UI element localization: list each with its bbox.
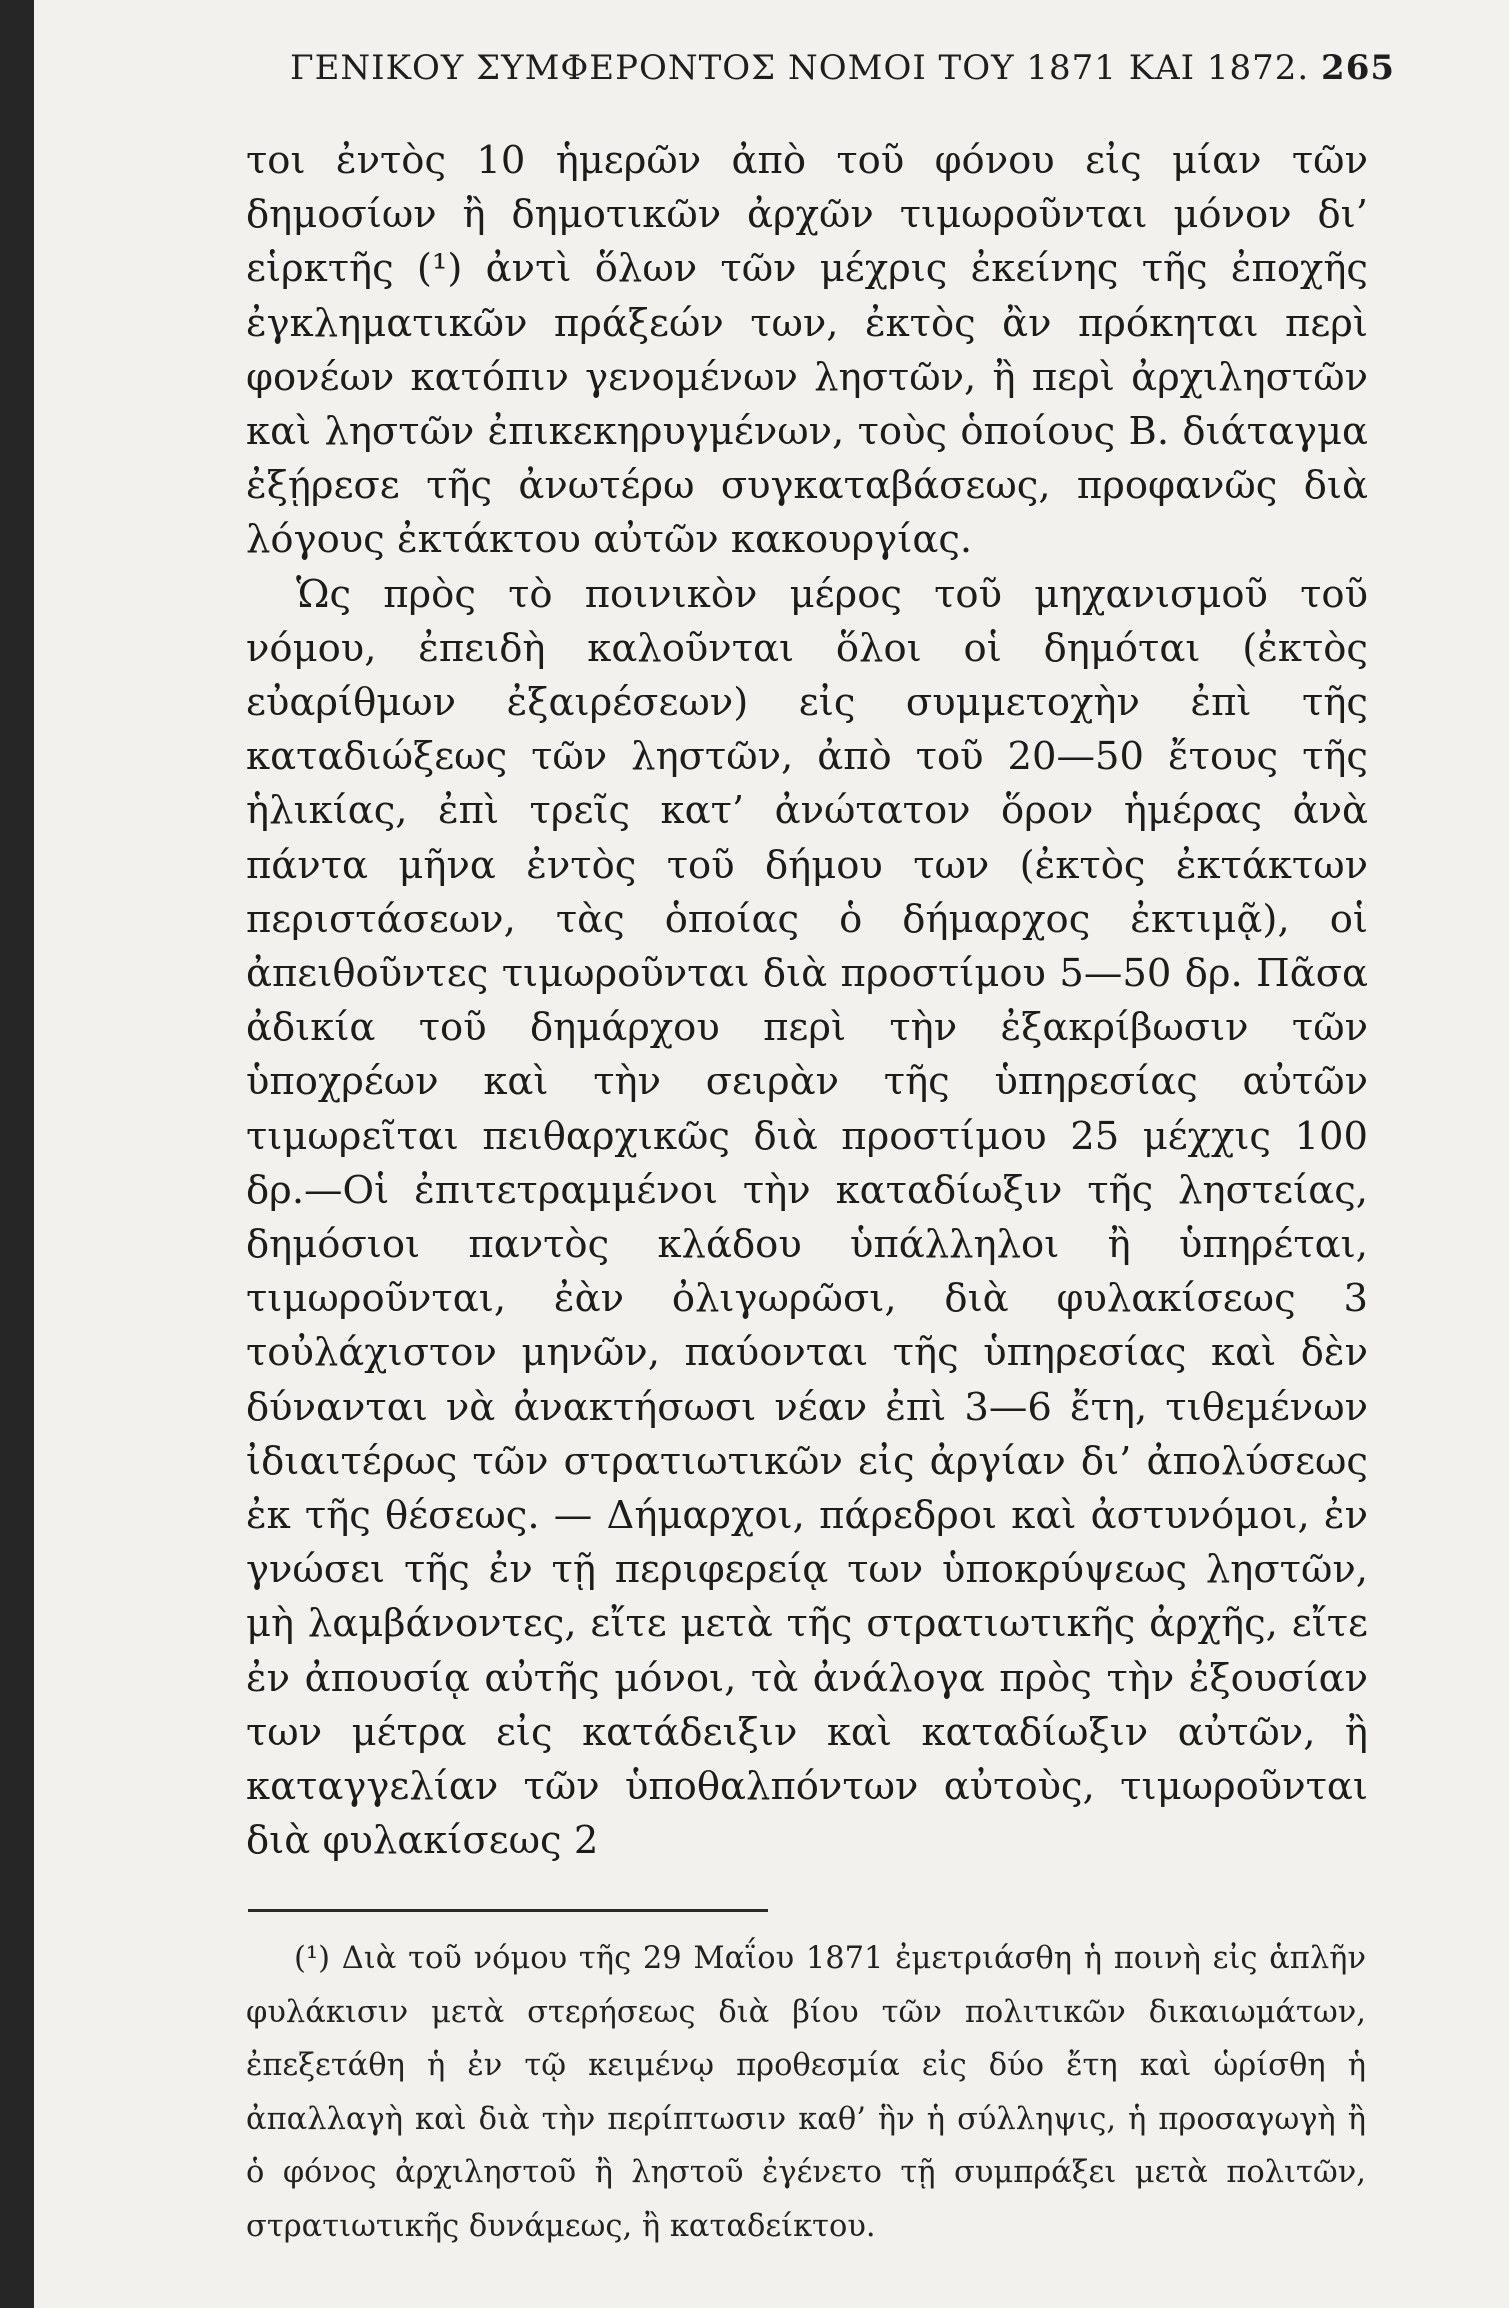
book-binding-edge xyxy=(0,0,34,2308)
footnote xyxy=(246,1932,1366,2254)
running-title: ΓΕΝΙΚΟΥ ΣΥΜΦΕΡΟΝΤΟΣ ΝΟΜΟΙ ΤΟΥ 1871 ΚΑΙ 1872. xyxy=(290,48,1310,88)
footnote-text: (¹) Διὰ τοῦ νόμου τῆς 29 Μαΐου 1871 ἐμετριάσθη ἡ ποινὴ εἰς ἁπλῆν φυλάκισιν μετὰ στερήσεως διὰ βίου τῶν πολιτικῶν δικαιωμάτων, ἐπεξετάθη ἡ ἐν τῷ κειμένῳ προθεσμία εἰς δύο ἔτη καὶ ὡρίσθη ἡ ἀπαλλαγὴ καὶ διὰ τὴν περίπτωσιν καθ’ ἣν ἡ σύλληψις, ἡ προσαγωγὴ ἢ ὁ φόνος ἀρχιληστοῦ ἢ ληστοῦ ἐγένετο τῇ συμπράξει μετὰ πολιτῶν, στρατιωτικῆς δυνάμεως, ἢ καταδείκτου. xyxy=(246,1941,1366,2244)
footnote-separator xyxy=(248,1909,768,1912)
main-text xyxy=(246,134,1368,1869)
paragraph-continued: τοι ἐντὸς 10 ἡμερῶν ἀπὸ τοῦ φόνου εἰς μίαν τῶν δημοσίων ἢ δημοτικῶν ἀρχῶν τιμωροῦνται μόνον δι’ εἱρκτῆς (¹) ἀντὶ ὅλων τῶν μέχρις ἐκείνης τῆς ἐποχῆς ἐγκληματικῶν πράξεών των, ἐκτὸς ἂν πρόκηται περὶ φονέων κατόπιν γενομένων ληστῶν, ἢ περὶ ἀρχιληστῶν καὶ ληστῶν ἐπικεκηρυγμένων, τοὺς ὁποίους Β. διάταγμα ἐξῄρεσε τῆς ἀνωτέρω συγκαταβάσεως, προφανῶς διὰ λόγους ἐκτάκτου αὐτῶν κακουργίας. xyxy=(246,138,1368,563)
paragraph-penal-provisions: Ὡς πρὸς τὸ ποινικὸν μέρος τοῦ μηχανισμοῦ τοῦ νόμου, ἐπειδὴ καλοῦνται ὅλοι οἱ δημόται (ἐκτὸς εὐαρίθμων ἐξαιρέσεων) εἰς συμμετοχὴν ἐπὶ τῆς καταδιώξεως τῶν ληστῶν, ἀπὸ τοῦ 20—50 ἔτους τῆς ἡλικίας, ἐπὶ τρεῖς κατ’ ἀνώτατον ὅρον ἡμέρας ἀνὰ πάντα μῆνα ἐντὸς τοῦ δήμου των (ἐκτὸς ἐκτάκτων περιστάσεων, τὰς ὁποίας ὁ δήμαρχος ἐκτιμᾷ), οἱ ἀπειθοῦντες τιμωροῦνται διὰ προστίμου 5—50 δρ. Πᾶσα ἀδικία τοῦ δημάρχου περὶ τὴν ἐξακρίβωσιν τῶν ὑποχρέων καὶ τὴν σειρὰν τῆς ὑπηρεσίας αὐτῶν τιμωρεῖται πειθαρχικῶς διὰ προστίμου 25 μέχχις 100 δρ.—Οἱ ἐπιτετραμμένοι τὴν καταδίωξιν τῆς ληστείας, δημόσιοι παντὸς κλάδου ὑπάλληλοι ἢ ὑπηρέται, τιμωροῦνται, ἐὰν ὀλιγωρῶσι, διὰ φυλακίσεως 3 τοὐλάχιστον μηνῶν, παύονται τῆς ὑπηρεσίας καὶ δὲν δύνανται νὰ ἀνακτήσωσι νέαν ἐπὶ 3—6 ἔτη, τιθεμένων ἰδιαιτέρως τῶν στρατιωτικῶν εἰς ἀργίαν δι’ ἀπολύσεως ἐκ τῆς θέσεως. — Δήμαρχοι, πάρεδροι καὶ ἀστυνόμοι, ἐν γνώσει τῆς ἐν τῇ περιφερείᾳ των ὑποκρύψεως ληστῶν, μὴ λαμβάνοντες, εἴτε μετὰ τῆς στρατιωτικῆς ἀρχῆς, εἴτε ἐν ἀπουσίᾳ αὐτῆς μόνοι, τὰ ἀνάλογα πρὸς τὴν ἐξουσίαν των μέτρα εἰς κατάδειξιν καὶ καταδίωξιν αὐτῶν, ἢ καταγγελίαν τῶν ὑποθαλπόντων αὐτοὺς, τιμωροῦνται διὰ φυλακίσεως 2 xyxy=(246,571,1368,1864)
page-number: 265 xyxy=(1321,48,1396,88)
running-header xyxy=(290,48,1396,88)
